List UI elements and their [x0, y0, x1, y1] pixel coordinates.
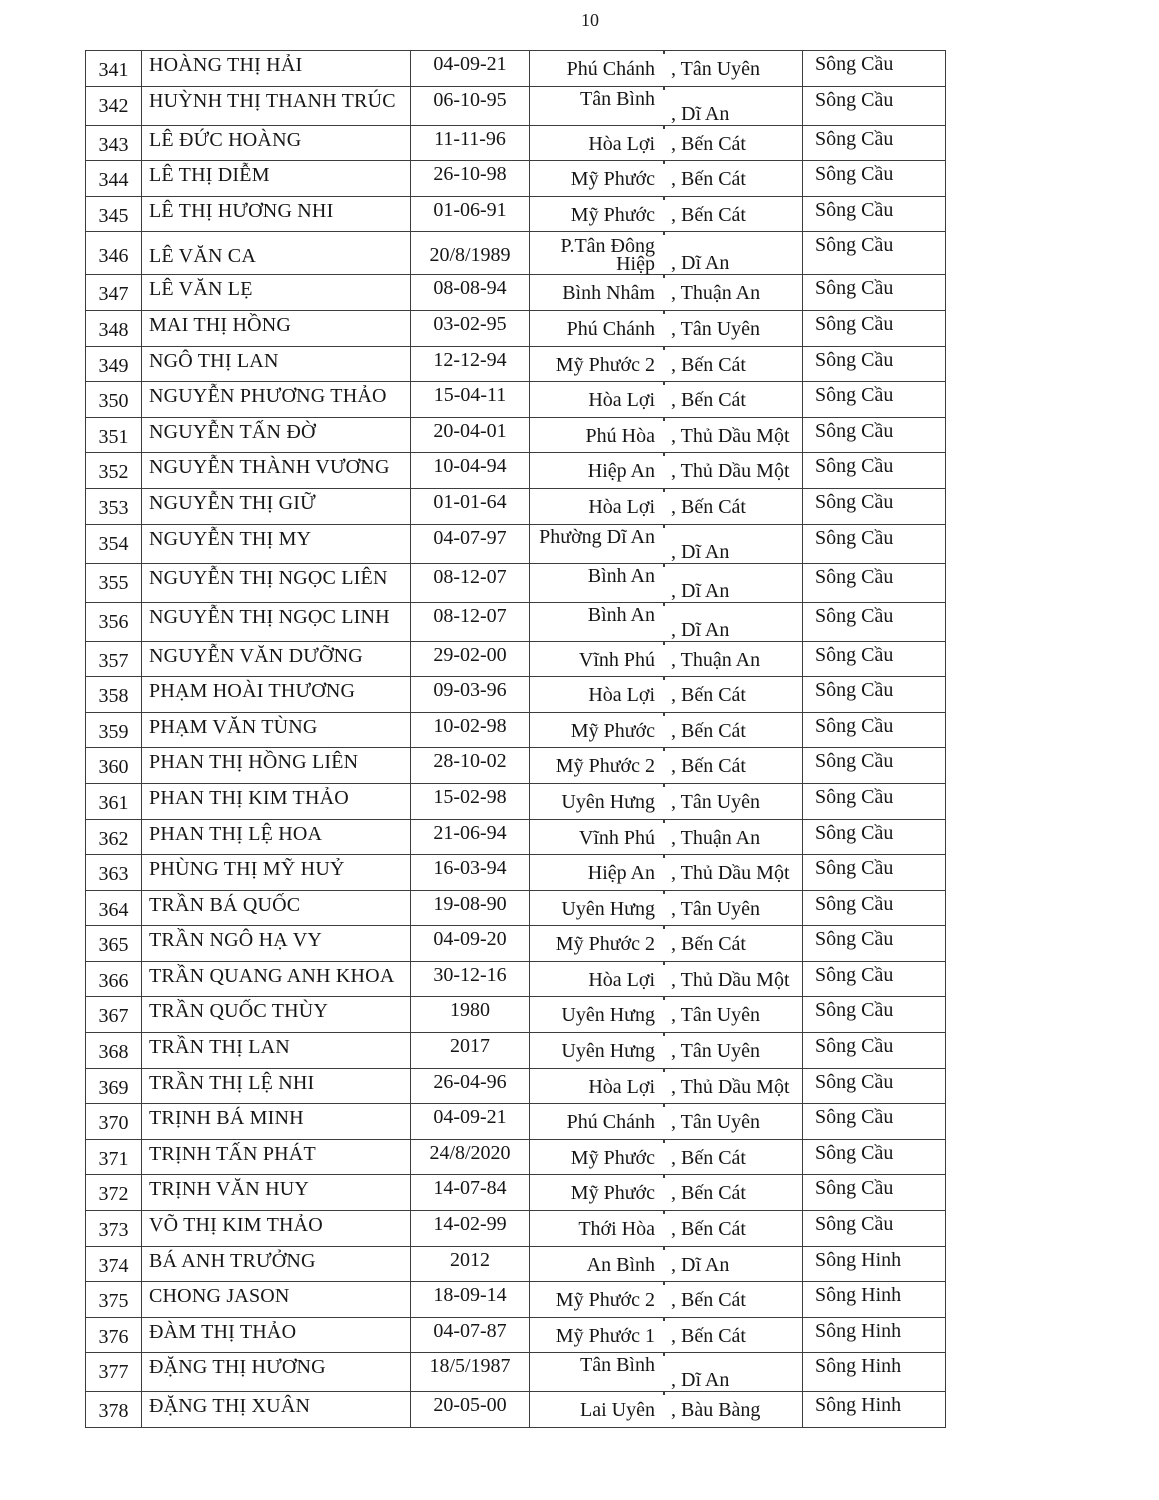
row-number-cell: 360 — [98, 756, 129, 779]
river-group-cell: Sông Cầu — [802, 1140, 945, 1175]
person-name-cell: LÊ ĐỨC HOÀNG — [141, 126, 410, 161]
ward-cell: Mỹ Phước — [529, 161, 664, 196]
river-group-cell: Sông Hinh — [802, 1318, 945, 1353]
birth-date-cell: 01-01-64 — [410, 489, 529, 524]
district-cell: , Bến Cát — [664, 1211, 802, 1246]
person-name-cell: LÊ VĂN LẸ — [141, 275, 410, 310]
birth-date-cell: 20/8/1989 — [410, 232, 529, 274]
table-row — [86, 961, 945, 997]
river-group-cell: Sông Cầu — [802, 525, 945, 563]
river-group-cell: Sông Cầu — [802, 1211, 945, 1246]
table-row — [86, 346, 945, 382]
person-name-cell: TRẦN BÁ QUỐC — [141, 891, 410, 926]
district-cell: , Bến Cát — [664, 1140, 802, 1175]
district-cell: , Tân Uyên — [664, 51, 802, 86]
birth-date-cell: 20-04-01 — [410, 418, 529, 453]
river-group-cell: Sông Cầu — [802, 603, 945, 641]
birth-date-cell: 2012 — [410, 1247, 529, 1282]
river-group-cell: Sông Cầu — [802, 564, 945, 602]
birth-date-cell: 01-06-91 — [410, 197, 529, 232]
birth-date-cell: 10-02-98 — [410, 713, 529, 748]
person-name-cell: LÊ THỊ HƯƠNG NHI — [141, 197, 410, 232]
table-row — [86, 231, 945, 274]
table-row — [86, 310, 945, 346]
river-group-cell: Sông Cầu — [802, 642, 945, 677]
person-name-cell: NGUYỄN THÀNH VƯƠNG — [141, 453, 410, 488]
person-name-cell: ĐẶNG THỊ XUÂN — [141, 1392, 410, 1427]
row-number-cell: 359 — [98, 720, 129, 743]
ward-cell: Uyên Hưng — [529, 784, 664, 819]
ward-cell: Phường Dĩ An — [529, 525, 664, 563]
birth-date-cell: 04-07-97 — [410, 525, 529, 563]
river-group-cell: Sông Cầu — [802, 382, 945, 417]
row-number-cell: 378 — [98, 1400, 129, 1423]
birth-date-cell: 29-02-00 — [410, 642, 529, 677]
row-number-cell: 368 — [98, 1041, 129, 1064]
district-cell: , Dĩ An — [664, 87, 802, 125]
ward-cell: Bình An — [529, 603, 664, 641]
river-group-cell: Sông Cầu — [802, 161, 945, 196]
river-group-cell: Sông Cầu — [802, 87, 945, 125]
person-name-cell: PHAN THỊ LỆ HOA — [141, 820, 410, 855]
table-row — [86, 1103, 945, 1139]
person-name-cell: CHONG JASON — [141, 1282, 410, 1317]
birth-date-cell: 15-04-11 — [410, 382, 529, 417]
district-cell: , Thủ Dầu Một — [664, 1069, 802, 1104]
ward-cell: Mỹ Phước — [529, 713, 664, 748]
table-row — [86, 563, 945, 602]
river-group-cell: Sông Cầu — [802, 677, 945, 712]
river-group-cell: Sông Cầu — [802, 784, 945, 819]
ward-cell: Bình An — [529, 564, 664, 602]
ward-cell: Vĩnh Phú — [529, 820, 664, 855]
river-group-cell: Sông Cầu — [802, 347, 945, 382]
river-group-cell: Sông Hinh — [802, 1282, 945, 1317]
table-row — [86, 1068, 945, 1104]
birth-date-cell: 08-08-94 — [410, 275, 529, 310]
birth-date-cell: 24/8/2020 — [410, 1140, 529, 1175]
birth-date-cell: 12-12-94 — [410, 347, 529, 382]
row-number-cell: 349 — [98, 354, 129, 377]
table-row — [86, 196, 945, 232]
ward-cell: Bình Nhâm — [529, 275, 664, 310]
birth-date-cell: 19-08-90 — [410, 891, 529, 926]
table-row — [86, 452, 945, 488]
table-row — [86, 1391, 945, 1427]
river-group-cell: Sông Cầu — [802, 311, 945, 346]
row-number-cell: 356 — [98, 610, 129, 633]
table-row — [86, 641, 945, 677]
table-row — [86, 712, 945, 748]
table-row — [86, 996, 945, 1032]
table-row — [86, 160, 945, 196]
river-group-cell: Sông Cầu — [802, 1175, 945, 1210]
ward-cell: Hòa Lợi — [529, 382, 664, 417]
ward-cell: Uyên Hưng — [529, 1033, 664, 1068]
birth-date-cell: 20-05-00 — [410, 1392, 529, 1427]
person-name-cell: NGUYỄN THỊ GIỮ — [141, 489, 410, 524]
birth-date-cell: 16-03-94 — [410, 855, 529, 890]
row-number-cell: 355 — [98, 571, 129, 594]
river-group-cell: Sông Cầu — [802, 232, 945, 274]
table-row — [86, 676, 945, 712]
birth-date-cell: 04-09-20 — [410, 926, 529, 961]
person-name-cell: HUỲNH THỊ THANH TRÚC — [141, 87, 410, 125]
person-name-cell: NGUYỄN THỊ NGỌC LINH — [141, 603, 410, 641]
river-group-cell: Sông Cầu — [802, 962, 945, 997]
ward-cell: An Bình — [529, 1247, 664, 1282]
district-cell: , Tân Uyên — [664, 891, 802, 926]
row-number-cell: 366 — [98, 969, 129, 992]
district-cell: , Thủ Dầu Một — [664, 962, 802, 997]
ward-cell: Phú Hòa — [529, 418, 664, 453]
person-name-cell: TRỊNH BÁ MINH — [141, 1104, 410, 1139]
district-cell: , Tân Uyên — [664, 1033, 802, 1068]
person-name-cell: TRẦN THỊ LỆ NHI — [141, 1069, 410, 1104]
table-row — [86, 1032, 945, 1068]
table-row — [86, 783, 945, 819]
row-number-cell: 358 — [98, 685, 129, 708]
birth-date-cell: 2017 — [410, 1033, 529, 1068]
person-name-cell: VÕ THỊ KIM THẢO — [141, 1211, 410, 1246]
river-group-cell: Sông Hinh — [802, 1392, 945, 1427]
river-group-cell: Sông Cầu — [802, 926, 945, 961]
row-number-cell: 375 — [98, 1290, 129, 1313]
row-number-cell: 347 — [98, 283, 129, 306]
district-cell: , Bến Cát — [664, 1282, 802, 1317]
person-name-cell: NGUYỄN VĂN DƯỠNG — [141, 642, 410, 677]
ward-cell: Hiệp An — [529, 453, 664, 488]
district-cell: , Thuận An — [664, 820, 802, 855]
birth-date-cell: 26-10-98 — [410, 161, 529, 196]
table-row — [86, 747, 945, 783]
district-cell: , Dĩ An — [664, 1353, 802, 1391]
birth-date-cell: 08-12-07 — [410, 564, 529, 602]
person-name-cell: LÊ VĂN CA — [141, 232, 410, 274]
person-name-cell: NGUYỄN THỊ NGỌC LIÊN — [141, 564, 410, 602]
table-row — [86, 274, 945, 310]
table-row — [86, 854, 945, 890]
birth-date-cell: 03-02-95 — [410, 311, 529, 346]
row-number-cell: 344 — [98, 169, 129, 192]
river-group-cell: Sông Cầu — [802, 713, 945, 748]
district-cell: , Tân Uyên — [664, 311, 802, 346]
table-row — [86, 1174, 945, 1210]
table-row — [86, 488, 945, 524]
ward-cell: P.Tân Đông Hiệp — [529, 232, 664, 274]
ward-cell: Tân Bình — [529, 87, 664, 125]
ward-cell: Hòa Lợi — [529, 489, 664, 524]
person-name-cell: PHẠM VĂN TÙNG — [141, 713, 410, 748]
district-cell: , Tân Uyên — [664, 784, 802, 819]
ward-cell: Vĩnh Phú — [529, 642, 664, 677]
river-group-cell: Sông Cầu — [802, 820, 945, 855]
row-number-cell: 343 — [98, 133, 129, 156]
district-cell: , Thuận An — [664, 642, 802, 677]
river-group-cell: Sông Cầu — [802, 197, 945, 232]
row-number-cell: 346 — [98, 245, 129, 268]
row-number-cell: 353 — [98, 496, 129, 519]
person-name-cell: PHẠM HOÀI THƯƠNG — [141, 677, 410, 712]
row-number-cell: 342 — [98, 94, 129, 117]
row-number-cell: 372 — [98, 1183, 129, 1206]
row-number-cell: 361 — [98, 791, 129, 814]
table-row — [86, 1352, 945, 1391]
district-cell: , Bến Cát — [664, 1318, 802, 1353]
district-cell: , Bến Cát — [664, 677, 802, 712]
row-number-cell: 362 — [98, 827, 129, 850]
row-number-cell: 352 — [98, 461, 129, 484]
river-group-cell: Sông Cầu — [802, 418, 945, 453]
ward-cell: Mỹ Phước 2 — [529, 347, 664, 382]
person-name-cell: TRỊNH TẤN PHÁT — [141, 1140, 410, 1175]
table-row — [86, 417, 945, 453]
birth-date-cell: 10-04-94 — [410, 453, 529, 488]
row-number-cell: 364 — [98, 898, 129, 921]
river-group-cell: Sông Cầu — [802, 275, 945, 310]
river-group-cell: Sông Cầu — [802, 855, 945, 890]
district-cell: , Thủ Dầu Một — [664, 855, 802, 890]
row-number-cell: 350 — [98, 390, 129, 413]
table-row — [86, 125, 945, 161]
person-name-cell: TRẦN QUANG ANH KHOA — [141, 962, 410, 997]
river-group-cell: Sông Cầu — [802, 51, 945, 86]
row-number-cell: 367 — [98, 1005, 129, 1028]
ward-cell: Thới Hòa — [529, 1211, 664, 1246]
birth-date-cell: 04-09-21 — [410, 51, 529, 86]
row-number-cell: 354 — [98, 532, 129, 555]
row-number-cell: 341 — [98, 59, 129, 81]
district-cell: , Bến Cát — [664, 1175, 802, 1210]
table-row — [86, 51, 945, 86]
district-cell: , Bến Cát — [664, 161, 802, 196]
table-row — [86, 925, 945, 961]
birth-date-cell: 1980 — [410, 997, 529, 1032]
river-group-cell: Sông Cầu — [802, 1104, 945, 1139]
person-name-cell: LÊ THỊ DIỄM — [141, 161, 410, 196]
birth-date-cell: 28-10-02 — [410, 748, 529, 783]
row-number-cell: 363 — [98, 863, 129, 886]
ward-cell: Phú Chánh — [529, 1104, 664, 1139]
row-number-cell: 373 — [98, 1219, 129, 1242]
ward-cell: Mỹ Phước 2 — [529, 748, 664, 783]
table-row — [86, 1246, 945, 1282]
page-number: 10 — [581, 10, 599, 30]
row-number-cell: 365 — [98, 934, 129, 957]
ward-cell: Phú Chánh — [529, 51, 664, 86]
birth-date-cell: 18-09-14 — [410, 1282, 529, 1317]
ward-cell: Mỹ Phước — [529, 197, 664, 232]
district-cell: , Dĩ An — [664, 564, 802, 602]
person-name-cell: TRẦN QUỐC THÙY — [141, 997, 410, 1032]
row-number-cell: 377 — [98, 1361, 129, 1384]
ward-cell: Hòa Lợi — [529, 126, 664, 161]
table-row — [86, 381, 945, 417]
district-cell: , Thủ Dầu Một — [664, 453, 802, 488]
table-row — [86, 1281, 945, 1317]
district-cell: , Bến Cát — [664, 197, 802, 232]
ward-cell: Uyên Hưng — [529, 997, 664, 1032]
district-cell: , Tân Uyên — [664, 997, 802, 1032]
district-cell: , Bến Cát — [664, 489, 802, 524]
birth-date-cell: 09-03-96 — [410, 677, 529, 712]
row-number-cell: 348 — [98, 318, 129, 341]
district-cell: , Dĩ An — [664, 1247, 802, 1282]
birth-date-cell: 14-02-99 — [410, 1211, 529, 1246]
birth-date-cell: 04-09-21 — [410, 1104, 529, 1139]
ward-cell: Mỹ Phước — [529, 1175, 664, 1210]
district-cell: , Thuận An — [664, 275, 802, 310]
river-group-cell: Sông Cầu — [802, 891, 945, 926]
birth-date-cell: 30-12-16 — [410, 962, 529, 997]
ward-cell: Lai Uyên — [529, 1392, 664, 1427]
row-number-cell: 376 — [98, 1325, 129, 1348]
table-row — [86, 1210, 945, 1246]
river-group-cell: Sông Cầu — [802, 997, 945, 1032]
person-name-cell: HOÀNG THỊ HẢI — [141, 51, 410, 86]
district-cell: , Thủ Dầu Một — [664, 418, 802, 453]
person-name-cell: TRỊNH VĂN HUY — [141, 1175, 410, 1210]
river-group-cell: Sông Cầu — [802, 453, 945, 488]
person-name-cell: TRẦN THỊ LAN — [141, 1033, 410, 1068]
district-cell: , Bàu Bàng — [664, 1392, 802, 1427]
birth-date-cell: 04-07-87 — [410, 1318, 529, 1353]
row-number-cell: 351 — [98, 425, 129, 448]
birth-date-cell: 14-07-84 — [410, 1175, 529, 1210]
ward-cell: Mỹ Phước 2 — [529, 926, 664, 961]
row-number-cell: 369 — [98, 1076, 129, 1099]
river-group-cell: Sông Cầu — [802, 1069, 945, 1104]
person-name-cell: ĐÀM THỊ THẢO — [141, 1318, 410, 1353]
table-row — [86, 86, 945, 125]
table-row — [86, 819, 945, 855]
ward-cell: Phú Chánh — [529, 311, 664, 346]
person-name-cell: NGÔ THỊ LAN — [141, 347, 410, 382]
row-number-cell: 370 — [98, 1112, 129, 1135]
district-cell: , Bến Cát — [664, 748, 802, 783]
district-cell: , Bến Cát — [664, 382, 802, 417]
roster-table — [85, 50, 946, 1428]
ward-cell: Uyên Hưng — [529, 891, 664, 926]
ward-cell: Hòa Lợi — [529, 1069, 664, 1104]
person-name-cell: NGUYỄN THỊ MY — [141, 525, 410, 563]
ward-cell: Hòa Lợi — [529, 962, 664, 997]
district-cell: , Bến Cát — [664, 347, 802, 382]
ward-cell: Mỹ Phước — [529, 1140, 664, 1175]
person-name-cell: MAI THỊ HỒNG — [141, 311, 410, 346]
person-name-cell: BÁ ANH TRƯỞNG — [141, 1247, 410, 1282]
birth-date-cell: 06-10-95 — [410, 87, 529, 125]
row-number-cell: 357 — [98, 649, 129, 672]
person-name-cell: PHÙNG THỊ MỸ HUỶ — [141, 855, 410, 890]
birth-date-cell: 15-02-98 — [410, 784, 529, 819]
person-name-cell: PHAN THỊ HỒNG LIÊN — [141, 748, 410, 783]
river-group-cell: Sông Hinh — [802, 1247, 945, 1282]
district-cell: , Tân Uyên — [664, 1104, 802, 1139]
river-group-cell: Sông Cầu — [802, 1033, 945, 1068]
river-group-cell: Sông Cầu — [802, 489, 945, 524]
row-number-cell: 345 — [98, 204, 129, 227]
district-cell: , Bến Cát — [664, 126, 802, 161]
district-cell: , Dĩ An — [664, 525, 802, 563]
table-row — [86, 602, 945, 641]
river-group-cell: Sông Hinh — [802, 1353, 945, 1391]
ward-cell: Mỹ Phước 2 — [529, 1282, 664, 1317]
person-name-cell: TRẦN NGÔ HẠ VY — [141, 926, 410, 961]
birth-date-cell: 18/5/1987 — [410, 1353, 529, 1391]
birth-date-cell: 26-04-96 — [410, 1069, 529, 1104]
row-number-cell: 371 — [98, 1147, 129, 1170]
person-name-cell: NGUYỄN PHƯƠNG THẢO — [141, 382, 410, 417]
district-cell: , Dĩ An — [664, 232, 802, 274]
ward-cell: Hòa Lợi — [529, 677, 664, 712]
ward-cell: Tân Bình — [529, 1353, 664, 1391]
ward-cell: Mỹ Phước 1 — [529, 1318, 664, 1353]
river-group-cell: Sông Cầu — [802, 748, 945, 783]
birth-date-cell: 11-11-96 — [410, 126, 529, 161]
table-row — [86, 1139, 945, 1175]
row-number-cell: 374 — [98, 1254, 129, 1277]
person-name-cell: NGUYỄN TẤN ĐỜ — [141, 418, 410, 453]
district-cell: , Bến Cát — [664, 926, 802, 961]
table-row — [86, 1317, 945, 1353]
ward-cell: Hiệp An — [529, 855, 664, 890]
person-name-cell: ĐẶNG THỊ HƯƠNG — [141, 1353, 410, 1391]
river-group-cell: Sông Cầu — [802, 126, 945, 161]
district-cell: , Bến Cát — [664, 713, 802, 748]
birth-date-cell: 08-12-07 — [410, 603, 529, 641]
birth-date-cell: 21-06-94 — [410, 820, 529, 855]
person-name-cell: PHAN THỊ KIM THẢO — [141, 784, 410, 819]
table-row — [86, 890, 945, 926]
table-row — [86, 524, 945, 563]
district-cell: , Dĩ An — [664, 603, 802, 641]
